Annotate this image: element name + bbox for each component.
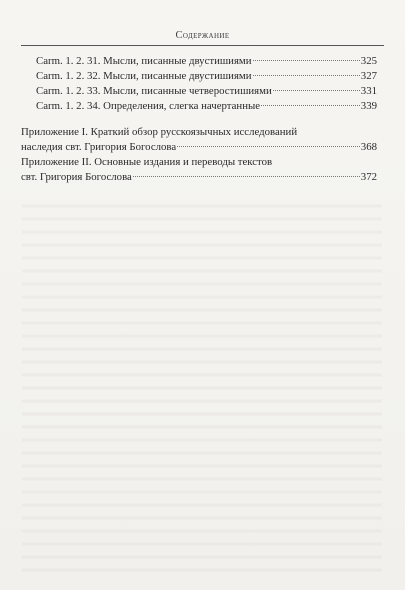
toc-entry[interactable] bbox=[36, 70, 377, 83]
header-rule bbox=[21, 45, 384, 46]
toc-entry-title: Carm. 1. 2. 34. Определения, слегка начертанные bbox=[36, 100, 261, 112]
toc-entry-page: 339 bbox=[360, 100, 377, 112]
appendix-title-line2: свт. Григория Богослова bbox=[21, 171, 132, 183]
toc-entry[interactable] bbox=[36, 85, 377, 98]
toc-entry-page: 331 bbox=[360, 85, 377, 97]
appendix-title-line2-row bbox=[21, 170, 377, 185]
toc-entry-title: Carm. 1. 2. 31. Мысли, писанные двустишиями bbox=[36, 55, 252, 67]
toc-entry-title: Carm. 1. 2. 33. Мысли, писанные четверостишиями bbox=[36, 85, 272, 97]
appendix-page: 368 bbox=[360, 141, 377, 153]
toc-entry[interactable] bbox=[36, 100, 377, 113]
appendix-page: 372 bbox=[360, 171, 377, 183]
toc-entry-title: Carm. 1. 2. 32. Мысли, писанные двустишиями bbox=[36, 70, 252, 82]
toc-entry[interactable] bbox=[36, 55, 377, 68]
leader-dots bbox=[133, 176, 360, 177]
leader-dots bbox=[261, 105, 360, 106]
appendix-title-line1: Приложение II. Основные издания и переводы текстов bbox=[21, 156, 273, 168]
show-through-text bbox=[22, 195, 382, 575]
leader-dots bbox=[273, 90, 360, 91]
toc-entry-page: 325 bbox=[360, 55, 377, 67]
leader-dots bbox=[177, 146, 360, 147]
appendix-title-line2-row bbox=[21, 140, 377, 155]
toc-entry-page: 327 bbox=[360, 70, 377, 82]
running-head: Содержание bbox=[175, 30, 230, 41]
leader-dots bbox=[253, 75, 360, 76]
leader-dots bbox=[253, 60, 360, 61]
toc-appendix-entry[interactable] bbox=[21, 155, 377, 185]
appendix-title-line2: наследия свт. Григория Богослова bbox=[21, 141, 177, 153]
toc-appendix-entry[interactable] bbox=[21, 125, 377, 155]
appendix-title-line1: Приложение I. Краткий обзор русскоязычных исследований bbox=[21, 126, 298, 138]
